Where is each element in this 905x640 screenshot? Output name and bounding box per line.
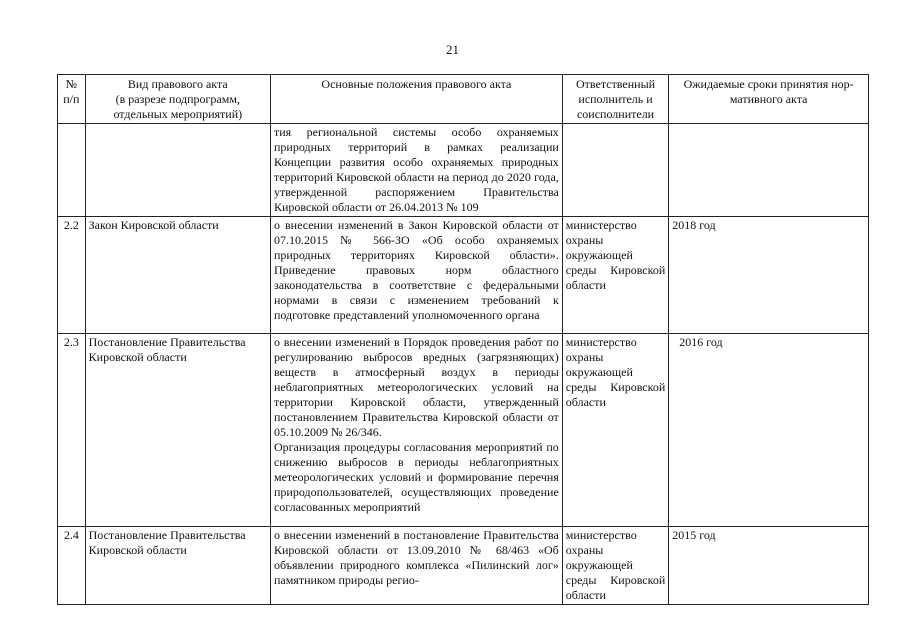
header-main-provisions xyxy=(270,75,562,124)
cell-main: о внесении изменений в постановление Правительства Кировской области от 13.09.2010 № 68/463 «Об объявлении природного комплекса «Пилинский лог» памятником природы регио- xyxy=(270,527,562,605)
cell-num: 2.4 xyxy=(58,527,86,605)
cell-dates: 2018 год xyxy=(669,217,869,334)
cell-type: Закон Кировской области xyxy=(85,217,270,334)
table-row-2-4 xyxy=(58,527,869,605)
cell-dates xyxy=(669,124,869,217)
header-expected-dates xyxy=(669,75,869,124)
header-act-type-text: Вид правового акта (в разрезе подпрограмм, отдельных мероприятий) xyxy=(113,77,243,121)
header-number-text: № п/п xyxy=(63,77,80,106)
cell-main: тия региональной системы особо охраняемых природных территорий в рамках реализации Концепции развития особо охраняемых природных территорий Кировской области на период до 2020 года, утвержденной распоряжением Правительства Кировской области от 26.04.2013 № 109 xyxy=(270,124,562,217)
header-act-type xyxy=(85,75,270,124)
table-row-2-3 xyxy=(58,334,869,527)
table-row-2-2 xyxy=(58,217,869,334)
cell-type: Постановление Правительства Кировской области xyxy=(85,527,270,605)
cell-resp: министерство охраны окружающей среды Кировской области xyxy=(562,334,668,527)
table-header-row xyxy=(58,75,869,124)
cell-resp: министерство охраны окружающей среды Кировской области xyxy=(562,527,668,605)
header-responsible xyxy=(562,75,668,124)
header-responsible-text: Ответственный исполнитель и соисполнители xyxy=(576,77,656,121)
cell-resp xyxy=(562,124,668,217)
page-number: 21 xyxy=(446,42,459,57)
cell-type xyxy=(85,124,270,217)
cell-num: 2.3 xyxy=(58,334,86,527)
cell-dates: 2016 год xyxy=(669,334,869,527)
header-expected-dates-text: Ожидаемые сроки принятия нор- мативного акта xyxy=(683,77,854,106)
cell-main: о внесении изменений в Закон Кировской области от 07.10.2015 № 566-ЗО «Об особо охраняемых природных территориях Кировской области». Приведение правовых норм областного законодательства в соответствие с федеральными нормами в связи с изменением требований к подготовке представлений уполномоченного органа xyxy=(270,217,562,334)
cell-resp: министерство охраны окружающей среды Кировской области xyxy=(562,217,668,334)
legal-acts-table xyxy=(57,74,869,605)
table-row-continuation xyxy=(58,124,869,217)
cell-num xyxy=(58,124,86,217)
cell-type: Постановление Правительства Кировской области xyxy=(85,334,270,527)
cell-main: о внесении изменений в Порядок проведения работ по регулированию выбросов вредных (загрязняющих) веществ в атмосферный воздух в периоды неблагоприятных метеорологических условий на территории Кировской области, утвержденный постановлением Правительства Кировской области от 05.10.2009 № 26/346. Организация процедуры согласования мероприятий по снижению выбросов в периоды неблагоприятных метеорологических условий и формирование перечня природопользователей, осуществляющих проведение согласованных мероприятий xyxy=(270,334,562,527)
header-number xyxy=(58,75,86,124)
cell-dates: 2015 год xyxy=(669,527,869,605)
cell-num: 2.2 xyxy=(58,217,86,334)
header-main-provisions-text: Основные положения правового акта xyxy=(321,77,512,91)
